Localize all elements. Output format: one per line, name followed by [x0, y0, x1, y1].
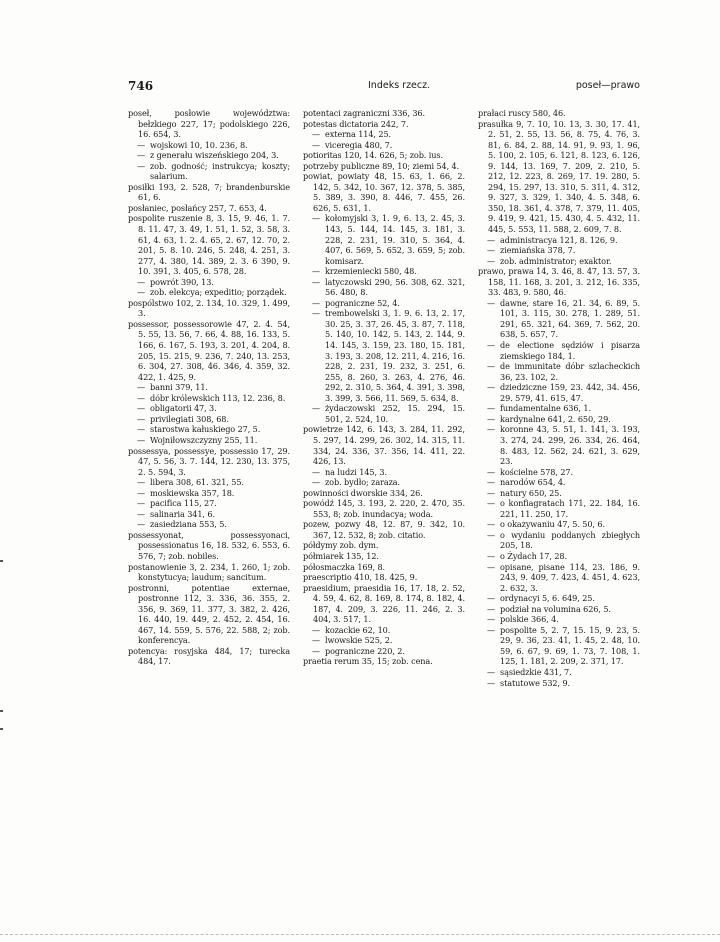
- subentry-dash: —: [137, 424, 146, 435]
- entry-text: prawo, prawa 14, 3. 46, 8. 47, 13. 57, 3. 158, 11. 168, 3. 201, 3. 212, 16. 335, 33. 483, 9. 580, 46.: [478, 266, 640, 298]
- entry-text: pacifica 115, 27.: [150, 498, 217, 509]
- subentry-dash: —: [487, 561, 496, 572]
- index-subentry: [478, 498, 640, 519]
- entry-text: trembowelski 3, 1. 9. 6. 13, 2. 17, 30. 25, 3. 37, 26. 45, 3. 87, 7. 118, 5. 140, 10. 142, 5. 143, 2. 144, 9. 14. 145, 3. 159, 23. 180, 15. 181, 3. 193, 3. 208, 12. 211, 4. 216, 16. 228, 2. 231, 19. 232, 3. 251, 6. 255, 8. 260, 3. 263, 4. 276, 46. 292, 2. 310, 5. 364, 4. 391, 3. 398, 3. 399, 3. 566, 11. 569, 5. 634, 8.: [325, 308, 465, 403]
- index-subentry: [128, 488, 290, 499]
- entry-text: potrzeby publiczne 89, 10; ziemi 54, 4.: [303, 160, 460, 171]
- subentry-dash: —: [312, 129, 321, 140]
- entry-text: posiłki 193, 2. 528, 7; brandenburskie 61, 6.: [128, 181, 290, 203]
- index-entry: [303, 150, 465, 161]
- entry-text: viceregia 480, 7.: [325, 139, 393, 150]
- index-subentry: [128, 393, 290, 404]
- entry-text: koronne 43, 5. 51, 1. 141, 3. 193, 3. 274, 24. 299, 26. 334, 26. 464, 8. 483, 12. 562, 24. 621, 3. 629, 23.: [500, 424, 640, 467]
- entry-text: libera 308, 61. 321, 55.: [150, 477, 244, 488]
- entry-text: statutowe 532, 9.: [500, 677, 571, 688]
- subentry-dash: —: [137, 477, 146, 488]
- subentry-dash: —: [312, 466, 321, 477]
- subentry-dash: —: [137, 403, 146, 414]
- entry-text: praescriptio 410, 18. 425, 9.: [303, 572, 418, 583]
- entry-text: o konfiagratach 171, 22. 184, 16. 221, 11. 250, 17.: [500, 498, 640, 519]
- index-subentry: [128, 519, 290, 530]
- index-subentry: [478, 551, 640, 562]
- entry-text: salinaria 341, 6.: [150, 508, 215, 519]
- entry-text: zob. administrator; exaktor.: [500, 255, 612, 266]
- index-column-2: [303, 108, 465, 688]
- entry-text: possessor, possessorowie 47, 2. 4. 54, 5. 55, 13. 56, 7. 66, 4. 88, 16. 133, 5. 166, 6. 167, 5. 193, 3. 201, 4. 204, 8. 205, 15. 215, 9. 236, 7. 240, 13. 253, 6. 304, 27. 308, 46. 346, 4. 359, 32. 422, 1. 425, 9.: [128, 318, 290, 382]
- index-subentry: [303, 140, 465, 151]
- index-entry: [303, 583, 465, 625]
- subentry-dash: —: [487, 466, 496, 477]
- index-subentry: [128, 435, 290, 446]
- index-entry: [128, 646, 290, 667]
- index-subentry: [478, 667, 640, 678]
- entry-text: dóbr królewskich 113, 12. 236, 8.: [150, 392, 286, 403]
- subentry-dash: —: [487, 487, 496, 498]
- entry-text: praetia rerum 35, 15; zob. cena.: [303, 656, 433, 667]
- subentry-dash: —: [312, 477, 321, 488]
- subentry-dash: —: [137, 139, 146, 150]
- index-subentry: [478, 256, 640, 267]
- index-column-1: [128, 108, 290, 688]
- index-entry: [478, 266, 640, 298]
- entry-text: prasułka 9, 7. 10, 10. 13, 3. 30, 17. 41, 2. 51, 2. 55, 13. 56, 8. 75, 4. 76, 3. 81, 6. 84, 2. 88, 14. 91, 9. 93, 1. 96, 5. 100, 2. 105, 6. 121, 8. 123, 6. 126, 9. 144, 13. 169, 7. 209, 2. 210, 5. 212, 12. 223, 8. 269, 17. 19. 280, 5. 294, 15. 297, 13. 310, 5. 311, 4. 312, 9. 327, 3. 329, 1. 340, 4. 5. 348, 6. 350, 18. 361, 4. 378, 7. 379, 11. 405, 9. 419, 9. 421, 15. 430, 4. 5. 432, 11. 445, 5. 553, 11. 588, 2. 609, 7. 8.: [478, 118, 640, 235]
- entry-text: dawne, stare 16, 21. 34, 6. 89, 5. 101, 3. 115, 30. 278, 1. 289, 51. 291, 65. 321, 64. 369, 7. 562, 20. 638, 5. 657, 7.: [500, 297, 640, 340]
- subentry-dash: —: [487, 529, 496, 540]
- entry-text: o okazywaniu 47, 5. 50, 6.: [500, 519, 605, 530]
- entry-text: półosmaczka 169, 8.: [303, 561, 386, 572]
- index-entry: [128, 446, 290, 478]
- subentry-dash: —: [312, 635, 321, 646]
- index-subentry: [303, 129, 465, 140]
- entry-text: o Żydach 17, 28.: [500, 550, 567, 561]
- subentry-dash: —: [312, 297, 321, 308]
- index-entry: [303, 108, 465, 119]
- subentry-dash: —: [312, 403, 321, 414]
- subentry-dash: —: [312, 139, 321, 150]
- entry-text: pozew, pozwy 48, 12. 87, 9. 342, 10. 367, 12. 532, 8; zob. citatio.: [303, 519, 465, 540]
- subentry-dash: —: [487, 361, 496, 372]
- index-subentry: [478, 414, 640, 425]
- entry-text: potestas dictatoria 242, 7.: [303, 118, 409, 129]
- running-range: poseł—prawo: [575, 80, 640, 91]
- index-subentry: [478, 678, 640, 689]
- entry-text: fundamentalne 636, 1.: [500, 403, 591, 414]
- entry-text: zob. godność; instrukcya; koszty; salarium.: [150, 160, 290, 182]
- subentry-dash: —: [487, 498, 496, 509]
- index-subentry: [478, 403, 640, 414]
- entry-text: postronni, potentiae externae, postronne 112, 3. 336, 36. 355, 2. 356, 9. 369, 11. 377, 3. 382, 2. 426, 16. 440, 19. 449, 2. 452, 2. 454, 16. 467, 14. 559, 5. 576, 22. 588, 2; zob. konferencya.: [128, 582, 290, 646]
- index-entry: [128, 203, 290, 214]
- index-entry: [128, 213, 290, 276]
- index-entry: [303, 572, 465, 583]
- entry-text: na ludzi 145, 3.: [325, 466, 387, 477]
- entry-text: zob. bydło; zaraza.: [325, 477, 401, 488]
- entry-text: kardynalne 641, 2. 650, 29.: [500, 413, 611, 424]
- entry-text: administracya 121, 8. 126, 9.: [500, 234, 618, 245]
- entry-text: kościelne 578, 27.: [500, 466, 573, 477]
- index-entry: [303, 488, 465, 499]
- entry-text: powiat, powiaty 48, 15. 63, 1. 66, 2. 142, 5. 342, 10. 367, 12. 378, 5. 385, 5. 389, 3. 390, 8. 446, 7. 455, 26. 626, 5. 631, 1.: [303, 171, 465, 213]
- entry-text: externa 114, 25.: [325, 129, 392, 140]
- index-entry: [303, 551, 465, 562]
- index-subentry: [303, 266, 465, 277]
- subentry-dash: —: [487, 424, 496, 435]
- subentry-dash: —: [312, 213, 321, 224]
- index-subentry: [128, 150, 290, 161]
- index-entry: [303, 519, 465, 540]
- subentry-dash: —: [137, 434, 146, 445]
- entry-text: zob. elekcya; expeditio; porządek.: [150, 287, 287, 298]
- subentry-dash: —: [487, 245, 496, 256]
- entry-text: poseł, posłowie województwa: bełzkiego 227, 17; podolskiego 226, 16. 654, 3.: [128, 108, 290, 140]
- index-subentry: [128, 161, 290, 182]
- index-entry: [303, 656, 465, 667]
- index-subentry: [128, 477, 290, 488]
- index-subentry: [128, 287, 290, 298]
- index-subentry: [128, 403, 290, 414]
- entry-text: privilegiati 308, 68.: [150, 413, 229, 424]
- index-entry: [303, 171, 465, 213]
- index-subentry: [478, 530, 640, 551]
- entry-text: moskiewska 357, 18.: [150, 487, 235, 498]
- entry-text: powinności dworskie 334, 26.: [303, 487, 423, 498]
- index-subentry: [303, 635, 465, 646]
- subentry-dash: —: [312, 624, 321, 635]
- index-subentry: [478, 382, 640, 403]
- subentry-dash: —: [137, 487, 146, 498]
- subentry-dash: —: [137, 150, 146, 161]
- subentry-dash: —: [487, 234, 496, 245]
- subentry-dash: —: [137, 382, 146, 393]
- entry-text: de immunitate dóbr szlacheckich 36, 23. 102, 2.: [500, 361, 640, 382]
- index-entry: [303, 498, 465, 519]
- index-subentry: [303, 308, 465, 403]
- entry-text: praesidium, praesidia 16, 17. 18, 2. 52, 4. 59, 4. 62, 8. 169, 8. 174, 8. 182, 4. 187, 4. 209, 3. 226, 11. 246, 2. 3. 404, 3. 517, 1.: [303, 582, 465, 625]
- entry-text: podział na volumina 626, 5.: [500, 603, 611, 614]
- entry-text: z generału wiszeńskiego 204, 3.: [150, 150, 279, 161]
- subentry-dash: —: [137, 287, 146, 298]
- entry-text: powietrze 142, 6. 143, 3. 284, 11. 292, 5. 297, 14. 299, 26. 302, 14. 315, 11. 334, 24. 336, 37. 356, 14. 411, 22. 426, 13.: [303, 424, 465, 467]
- index-subentry: [128, 414, 290, 425]
- entry-text: opisane, pisane 114, 23. 186, 9. 243, 9. 409, 7. 423, 4. 451, 4. 623, 2. 632, 3.: [500, 561, 640, 593]
- entry-text: kozackie 62, 10.: [325, 624, 391, 635]
- entry-text: krzemieniecki 580, 48.: [325, 266, 417, 277]
- entry-text: ziemiańska 378, 7.: [500, 245, 576, 256]
- index-subentry: [128, 424, 290, 435]
- subentry-dash: —: [487, 477, 496, 488]
- index-subentry: [128, 140, 290, 151]
- index-entry: [303, 161, 465, 172]
- subentry-dash: —: [137, 413, 146, 424]
- entry-text: pograniczne 220, 2.: [325, 645, 405, 656]
- index-subentry: [478, 593, 640, 604]
- entry-text: posłaniec, posłańcy 257, 7. 653, 4.: [128, 202, 267, 213]
- scan-margin-marks: [0, 560, 4, 730]
- index-columns: [128, 108, 640, 688]
- subentry-dash: —: [487, 666, 496, 677]
- entry-text: ordynacyi 5, 6. 649, 25.: [500, 593, 595, 604]
- subentry-dash: —: [137, 160, 146, 171]
- entry-text: starostwa kałuskiego 27, 5.: [150, 424, 261, 435]
- index-subentry: [478, 477, 640, 488]
- entry-text: pospólstwo 102, 2. 134, 10. 329, 1. 499, 3.: [128, 297, 290, 319]
- index-subentry: [478, 614, 640, 625]
- index-subentry: [128, 498, 290, 509]
- entry-text: polskie 366, 4.: [500, 614, 559, 625]
- index-subentry: [303, 403, 465, 424]
- entry-text: prałaci ruscy 580, 46.: [478, 108, 566, 118]
- index-subentry: [478, 340, 640, 361]
- index-subentry: [303, 625, 465, 636]
- entry-text: Wojniłowszczyzny 255, 11.: [150, 434, 258, 445]
- subentry-dash: —: [487, 413, 496, 424]
- index-subentry: [478, 424, 640, 466]
- entry-text: potentaci zagraniczni 336, 36.: [303, 108, 425, 118]
- index-subentry: [478, 625, 640, 667]
- subentry-dash: —: [487, 519, 496, 530]
- entry-text: natury 650, 25.: [500, 487, 562, 498]
- entry-text: o wydaniu poddanych zbiegłych 205, 18.: [500, 529, 640, 551]
- index-entry: [128, 108, 290, 140]
- index-subentry: [303, 298, 465, 309]
- subentry-dash: —: [487, 297, 496, 308]
- index-subentry: [303, 467, 465, 478]
- index-entry: [128, 562, 290, 583]
- index-entry: [128, 583, 290, 646]
- subentry-dash: —: [137, 508, 146, 519]
- entry-text: pospolite ruszenie 8, 3. 15, 9. 46, 1. 7. 8. 11. 47, 3. 49, 1. 51, 1. 52, 3. 58, 3. 61, 4. 63, 1. 2. 4. 65, 2. 67, 12. 70, 2. 201, 5. 8. 10. 246, 5. 248, 4. 251, 3. 277, 4. 380, 14. 389, 2. 3. 6 390, 9. 10. 391, 3. 405, 6. 578, 28.: [128, 213, 290, 277]
- subentry-dash: —: [312, 645, 321, 656]
- index-entry: [128, 319, 290, 382]
- entry-text: obligatorii 47, 3.: [150, 403, 217, 414]
- index-entry: [478, 108, 640, 119]
- entry-text: powódź 145, 3. 193, 2. 220, 2. 470, 35. 553, 8; zob. inundacya; woda.: [303, 498, 465, 519]
- entry-text: powrót 390, 13.: [150, 276, 214, 287]
- entry-text: de electione sędziów i pisarza ziemskiego 184, 1.: [500, 340, 640, 361]
- subentry-dash: —: [487, 340, 496, 351]
- index-subentry: [478, 467, 640, 478]
- subentry-dash: —: [487, 593, 496, 604]
- index-column-3: [478, 108, 640, 688]
- entry-text: postanowienie 3, 2. 234, 1. 260, 1; zob. konstytucya; laudum; sancitum.: [128, 561, 290, 583]
- subentry-dash: —: [487, 403, 496, 414]
- index-subentry: [303, 213, 465, 266]
- entry-text: półdymy zob. dym.: [303, 540, 379, 551]
- entry-text: latyczowski 290, 56. 308, 62. 321, 56. 480, 8.: [325, 276, 465, 298]
- index-entry: [478, 119, 640, 235]
- entry-text: lwowskie 525, 2.: [325, 635, 393, 646]
- index-subentry: [303, 477, 465, 488]
- subentry-dash: —: [487, 624, 496, 635]
- entry-text: possessyonat, possessyonaci, possessionatus 16, 18. 532, 6. 553, 6. 576, 7; zob. nobiles.: [128, 529, 290, 561]
- index-subentry: [303, 646, 465, 657]
- page-number: 746: [128, 79, 154, 93]
- subentry-dash: —: [137, 519, 146, 530]
- subentry-dash: —: [487, 255, 496, 266]
- subentry-dash: —: [487, 614, 496, 625]
- subentry-dash: —: [137, 276, 146, 287]
- entry-text: pospolite 5, 2. 7, 15. 15, 9. 23, 5. 29, 9. 36, 23. 41, 1. 45, 2. 48, 10. 59, 6. 67, 9. 69, 1. 73, 7. 108, 1. 125, 1. 181, 2. 209, 2. 371, 17.: [500, 624, 640, 667]
- subentry-dash: —: [312, 266, 321, 277]
- entry-text: pograniczne 52, 4.: [325, 297, 400, 308]
- entry-text: półmiarek 135, 12.: [303, 550, 379, 561]
- index-subentry: [478, 235, 640, 246]
- entry-text: potioritas 120, 14. 626, 5; zob. ius.: [303, 150, 443, 161]
- subentry-dash: —: [137, 498, 146, 509]
- entry-text: wojskowi 10, 10. 236, 8.: [150, 139, 248, 150]
- entry-text: banni 379, 11.: [150, 382, 208, 393]
- entry-text: dziedziczne 159, 23. 442, 34. 456, 29. 579, 41. 615, 47.: [500, 382, 640, 403]
- index-entry: [303, 119, 465, 130]
- running-title: Indeks rzecz.: [368, 80, 431, 91]
- index-subentry: [478, 245, 640, 256]
- subentry-dash: —: [487, 382, 496, 393]
- subentry-dash: —: [312, 276, 321, 287]
- scan-bottom-edge: [0, 934, 720, 937]
- index-subentry: [478, 361, 640, 382]
- index-entry: [303, 540, 465, 551]
- subentry-dash: —: [312, 308, 321, 319]
- entry-text: żydaczowski 252, 15. 294, 15. 501, 2. 524, 10.: [325, 403, 465, 424]
- entry-text: sąsiedzkie 431, 7.: [500, 666, 572, 677]
- entry-text: kołomyjski 3, 1. 9, 6. 13, 2. 45, 3. 143, 5. 144, 14. 145, 3. 181, 3. 228, 2. 231, 19. 310, 5. 364, 4. 407, 6. 569, 5. 652, 3. 659, 5; zob. komisarz.: [325, 213, 465, 266]
- subentry-dash: —: [137, 392, 146, 403]
- entry-text: narodów 654, 4.: [500, 477, 566, 488]
- running-header: [128, 79, 640, 95]
- subentry-dash: —: [487, 603, 496, 614]
- index-subentry: [478, 604, 640, 615]
- entry-text: possessya, possessye, possessio 17, 29. 47, 5. 56, 3. 7. 144, 12. 230, 13. 375, 2. 5. 594, 3.: [128, 445, 290, 477]
- entry-text: zasiedziana 553, 5.: [150, 519, 227, 530]
- index-subentry: [303, 277, 465, 298]
- index-subentry: [478, 519, 640, 530]
- index-entry: [128, 530, 290, 562]
- index-subentry: [128, 277, 290, 288]
- subentry-dash: —: [487, 550, 496, 561]
- index-subentry: [478, 488, 640, 499]
- index-subentry: [478, 562, 640, 594]
- index-entry: [128, 182, 290, 203]
- entry-text: potencya: rosyjska 484, 17; turecka 484, 17.: [128, 645, 290, 667]
- subentry-dash: —: [487, 677, 496, 688]
- index-subentry: [128, 509, 290, 520]
- index-subentry: [478, 298, 640, 340]
- index-entry: [303, 424, 465, 466]
- index-subentry: [128, 382, 290, 393]
- index-entry: [128, 298, 290, 319]
- index-entry: [303, 562, 465, 573]
